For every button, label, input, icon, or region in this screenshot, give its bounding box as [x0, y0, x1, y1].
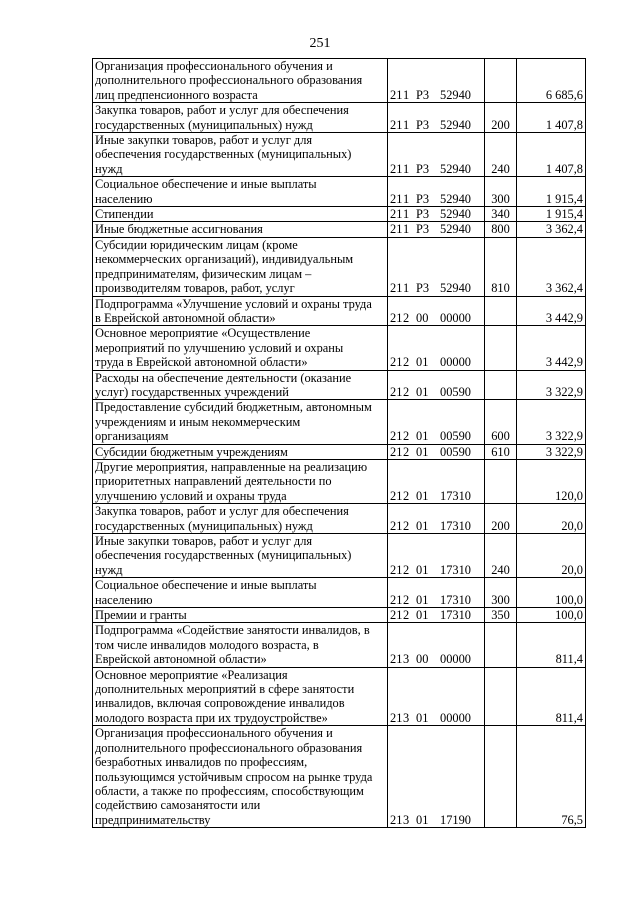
row-amount: 1 915,4: [517, 177, 586, 207]
row-amount: 20,0: [517, 534, 586, 578]
row-code-part: 00590: [440, 444, 471, 459]
row-amount: 120,0: [517, 459, 586, 503]
row-code-part: 3: [403, 652, 410, 667]
row-name-line: инвалидов, включая сопровождение инвалидов: [95, 696, 345, 711]
row-name-line: услуг) государственных учреждений: [95, 384, 289, 399]
row-code-part: 1: [403, 117, 410, 132]
row-amount: 76,5: [517, 726, 586, 828]
row-code-part: 2: [403, 384, 410, 399]
row-name: [93, 459, 388, 503]
table-row: [93, 400, 586, 444]
row-name-line: содействию самозанятости или: [95, 798, 261, 813]
row-name: [93, 370, 388, 400]
row-name-line: Еврейской автономной области»: [95, 652, 267, 667]
row-code: [388, 623, 485, 667]
row-name-line: нужд: [95, 161, 123, 176]
row-name-line: Иные закупки товаров, работ и услуг для: [95, 133, 313, 148]
row-name-line: населению: [95, 191, 153, 206]
table-row: [93, 459, 586, 503]
row-code-part: 01: [416, 355, 429, 370]
row-name-line: организациям: [95, 429, 169, 444]
row-name: [93, 222, 388, 237]
table-row: [93, 726, 586, 828]
row-name-line: Субсидии юридическим лицам (кроме: [95, 237, 298, 252]
row-name: [93, 326, 388, 370]
row-name-line: дополнительного профессионального образования: [95, 740, 363, 755]
row-name: [93, 59, 388, 103]
row-code: [388, 578, 485, 608]
row-expense-type: [485, 623, 517, 667]
row-amount: 3 322,9: [517, 444, 586, 459]
table-row: [93, 578, 586, 608]
row-code-part: 2: [403, 355, 410, 370]
table-row: [93, 237, 586, 296]
row-name-line: государственных (муниципальных) нужд: [95, 518, 313, 533]
row-code-part: 52940: [440, 281, 471, 296]
row-name-line: Подпрограмма «Содействие занятости инвалидов, в: [95, 623, 370, 638]
row-amount: 1 915,4: [517, 207, 586, 222]
row-name-line: дополнительных мероприятий в сфере занятости: [95, 682, 355, 697]
row-code-part: 00000: [440, 652, 471, 667]
row-code-part: 1: [403, 191, 410, 206]
table-row: [93, 326, 586, 370]
row-name: [93, 133, 388, 177]
row-name-line: Закупка товаров, работ и услуг для обеспечения: [95, 504, 349, 519]
page-number: 251: [309, 36, 331, 51]
row-amount: 811,4: [517, 623, 586, 667]
row-code-part: 00590: [440, 429, 471, 444]
row-code-part: Р3: [416, 161, 430, 176]
row-code-part: 1: [403, 161, 410, 176]
row-name-line: Иные бюджетные ассигнования: [95, 222, 263, 237]
row-code-part: 2: [403, 518, 410, 533]
row-name-line: труда в Еврейской автономной области»: [95, 355, 308, 370]
row-amount: 100,0: [517, 608, 586, 623]
row-code-part: 17310: [440, 608, 471, 623]
row-code-part: 00000: [440, 710, 471, 725]
row-code-part: 2: [403, 608, 410, 623]
table-row: [93, 504, 586, 534]
row-code-part: 21: [390, 518, 403, 533]
row-name-line: в Еврейской автономной области»: [95, 310, 276, 325]
row-code-part: Р3: [416, 191, 430, 206]
row-name: [93, 400, 388, 444]
row-code: [388, 207, 485, 222]
row-code-part: 52940: [440, 222, 471, 237]
row-name-line: безработных инвалидов по профессиям,: [95, 755, 308, 770]
row-code-part: 21: [390, 592, 403, 607]
row-name-line: нужд: [95, 562, 123, 577]
row-expense-type: 300: [485, 578, 517, 608]
row-expense-type: 200: [485, 103, 517, 133]
row-name-line: пользующимся устойчивым спросом на рынке труда: [95, 769, 373, 784]
row-expense-type: 350: [485, 608, 517, 623]
row-code-part: 52940: [440, 191, 471, 206]
row-name: [93, 103, 388, 133]
row-code-part: 00590: [440, 384, 471, 399]
row-code-part: 21: [390, 488, 403, 503]
row-code-part: 2: [403, 592, 410, 607]
table-row: [93, 534, 586, 578]
row-name-line: молодого возраста при их трудоустройстве»: [95, 710, 328, 725]
row-code-part: 01: [416, 429, 429, 444]
row-code-part: 1: [403, 222, 410, 237]
row-code-part: 1: [403, 207, 410, 222]
row-code-part: 52940: [440, 87, 471, 102]
row-code-part: 21: [390, 191, 403, 206]
row-amount: 3 442,9: [517, 296, 586, 326]
row-name-line: обеспечения государственных (муниципальных): [95, 548, 352, 563]
row-code-part: 2: [403, 562, 410, 577]
row-code-part: 1: [403, 281, 410, 296]
row-code-part: 01: [416, 608, 429, 623]
row-expense-type: 240: [485, 534, 517, 578]
row-code-part: 2: [403, 444, 410, 459]
row-name-line: Основное мероприятие «Реализация: [95, 667, 288, 682]
row-code-part: 17310: [440, 488, 471, 503]
row-expense-type: 200: [485, 504, 517, 534]
row-name: [93, 237, 388, 296]
row-code-part: 21: [390, 710, 403, 725]
row-code-part: 3: [403, 812, 410, 827]
row-name-line: приоритетных направлений деятельности по: [95, 474, 332, 489]
budget-table: [92, 58, 586, 828]
row-code-part: 21: [390, 207, 403, 222]
row-name-line: Подпрограмма «Улучшение условий и охраны труда: [95, 296, 372, 311]
table-row: [93, 222, 586, 237]
row-name-line: предпринимателям, физическим лицам –: [95, 266, 312, 281]
row-name-line: учреждениям и иным некоммерческим: [95, 414, 301, 429]
row-name-line: предпринимательству: [95, 812, 211, 827]
row-code: [388, 133, 485, 177]
row-code: [388, 534, 485, 578]
row-code-part: Р3: [416, 222, 430, 237]
row-name-line: улучшению условий и охраны труда: [95, 488, 287, 503]
row-code-part: 21: [390, 355, 403, 370]
row-amount: 3 362,4: [517, 222, 586, 237]
row-name: [93, 667, 388, 726]
row-code-part: 01: [416, 812, 429, 827]
row-name-line: Иные закупки товаров, работ и услуг для: [95, 534, 313, 548]
row-code-part: 01: [416, 710, 429, 725]
table-row: [93, 370, 586, 400]
row-name-line: мероприятий по улучшению условий и охраны: [95, 340, 344, 355]
row-code-part: 3: [403, 710, 410, 725]
row-name: [93, 177, 388, 207]
row-name-line: дополнительного профессионального образования: [95, 73, 363, 88]
row-expense-type: 300: [485, 177, 517, 207]
row-name-line: производителям товаров, работ, услуг: [95, 281, 295, 296]
row-expense-type: 800: [485, 222, 517, 237]
row-code-part: 52940: [440, 161, 471, 176]
row-code-part: 21: [390, 812, 403, 827]
table-row: [93, 103, 586, 133]
row-amount: 100,0: [517, 578, 586, 608]
row-amount: 3 322,9: [517, 400, 586, 444]
row-name: [93, 534, 388, 578]
row-code-part: 17310: [440, 518, 471, 533]
row-name-line: области, а также по профессиям, способствующим: [95, 783, 364, 798]
row-expense-type: [485, 370, 517, 400]
row-amount: 3 442,9: [517, 326, 586, 370]
row-code-part: 01: [416, 384, 429, 399]
table-row: [93, 177, 586, 207]
table-row: [93, 608, 586, 623]
table-row: [93, 59, 586, 103]
row-code-part: 00: [416, 652, 429, 667]
row-expense-type: 810: [485, 237, 517, 296]
row-code-part: 2: [403, 488, 410, 503]
row-code-part: Р3: [416, 281, 430, 296]
table-row: [93, 296, 586, 326]
row-name-line: Организация профессионального обучения и: [95, 726, 333, 741]
row-code-part: 21: [390, 161, 403, 176]
row-code-part: 01: [416, 518, 429, 533]
row-code-part: 21: [390, 562, 403, 577]
row-name: [93, 207, 388, 222]
row-name-line: населению: [95, 592, 153, 607]
row-name-line: Другие мероприятия, направленные на реализацию: [95, 459, 368, 474]
row-code-part: 00000: [440, 355, 471, 370]
row-amount: 20,0: [517, 504, 586, 534]
row-name: [93, 578, 388, 608]
table-row: [93, 623, 586, 667]
row-code: [388, 326, 485, 370]
row-code: [388, 726, 485, 828]
row-code: [388, 177, 485, 207]
row-code: [388, 59, 485, 103]
row-code-part: 21: [390, 310, 403, 325]
row-code: [388, 370, 485, 400]
row-code-part: 00000: [440, 310, 471, 325]
row-amount: 6 685,6: [517, 59, 586, 103]
row-name: [93, 608, 388, 623]
row-code-part: 2: [403, 429, 410, 444]
row-code-part: 21: [390, 429, 403, 444]
row-expense-type: [485, 326, 517, 370]
row-code: [388, 222, 485, 237]
row-code-part: Р3: [416, 117, 430, 132]
row-amount: 1 407,8: [517, 133, 586, 177]
row-code-part: 17310: [440, 562, 471, 577]
row-code-part: Р3: [416, 87, 430, 102]
row-name-line: Расходы на обеспечение деятельности (оказание: [95, 370, 352, 385]
row-code-part: 21: [390, 281, 403, 296]
row-name-line: некоммерческих организаций), индивидуальным: [95, 252, 354, 267]
row-name-line: Организация профессионального обучения и: [95, 59, 333, 73]
row-name-line: Социальное обеспечение и иные выплаты: [95, 177, 317, 192]
table-row: [93, 444, 586, 459]
row-name-line: Премии и гранты: [95, 608, 187, 623]
row-amount: 3 362,4: [517, 237, 586, 296]
row-name: [93, 504, 388, 534]
row-name-line: государственных (муниципальных) нужд: [95, 117, 313, 132]
row-expense-type: [485, 726, 517, 828]
table-row: [93, 207, 586, 222]
row-name: [93, 296, 388, 326]
row-code: [388, 444, 485, 459]
row-code-part: 01: [416, 562, 429, 577]
row-code: [388, 504, 485, 534]
row-amount: 811,4: [517, 667, 586, 726]
row-name-line: лиц предпенсионного возраста: [95, 87, 258, 102]
row-expense-type: 240: [485, 133, 517, 177]
row-code-part: 52940: [440, 117, 471, 132]
row-code-part: 21: [390, 652, 403, 667]
row-name-line: том числе инвалидов молодого возраста, в: [95, 637, 319, 652]
row-code: [388, 296, 485, 326]
row-code-part: 21: [390, 117, 403, 132]
row-code-part: 52940: [440, 207, 471, 222]
row-code-part: 01: [416, 488, 429, 503]
row-name-line: Социальное обеспечение и иные выплаты: [95, 578, 317, 593]
row-code: [388, 237, 485, 296]
row-expense-type: [485, 59, 517, 103]
row-expense-type: 340: [485, 207, 517, 222]
row-code-part: 21: [390, 444, 403, 459]
row-amount: 3 322,9: [517, 370, 586, 400]
row-code-part: 00: [416, 310, 429, 325]
row-code: [388, 103, 485, 133]
row-expense-type: [485, 296, 517, 326]
row-code: [388, 608, 485, 623]
row-name: [93, 444, 388, 459]
row-name: [93, 623, 388, 667]
row-code-part: 01: [416, 444, 429, 459]
row-code-part: 21: [390, 384, 403, 399]
row-name-line: Основное мероприятие «Осуществление: [95, 326, 311, 341]
row-code: [388, 400, 485, 444]
row-code-part: 21: [390, 87, 403, 102]
row-code-part: 2: [403, 310, 410, 325]
row-name-line: обеспечения государственных (муниципальных): [95, 147, 352, 162]
table-row: [93, 133, 586, 177]
row-name-line: Закупка товаров, работ и услуг для обеспечения: [95, 103, 349, 118]
row-expense-type: [485, 459, 517, 503]
row-code-part: 17190: [440, 812, 471, 827]
row-name-line: Предоставление субсидий бюджетным, автономным: [95, 400, 372, 415]
row-name: [93, 726, 388, 828]
row-expense-type: 600: [485, 400, 517, 444]
row-expense-type: [485, 667, 517, 726]
row-code-part: Р3: [416, 207, 430, 222]
table-row: [93, 667, 586, 726]
row-code-part: 1: [403, 87, 410, 102]
row-code: [388, 667, 485, 726]
row-name-line: Субсидии бюджетным учреждениям: [95, 444, 288, 459]
row-code-part: 17310: [440, 592, 471, 607]
row-code-part: 21: [390, 222, 403, 237]
row-code-part: 21: [390, 608, 403, 623]
row-code-part: 01: [416, 592, 429, 607]
row-expense-type: 610: [485, 444, 517, 459]
row-amount: 1 407,8: [517, 103, 586, 133]
row-code: [388, 459, 485, 503]
row-name-line: Стипендии: [95, 207, 154, 222]
